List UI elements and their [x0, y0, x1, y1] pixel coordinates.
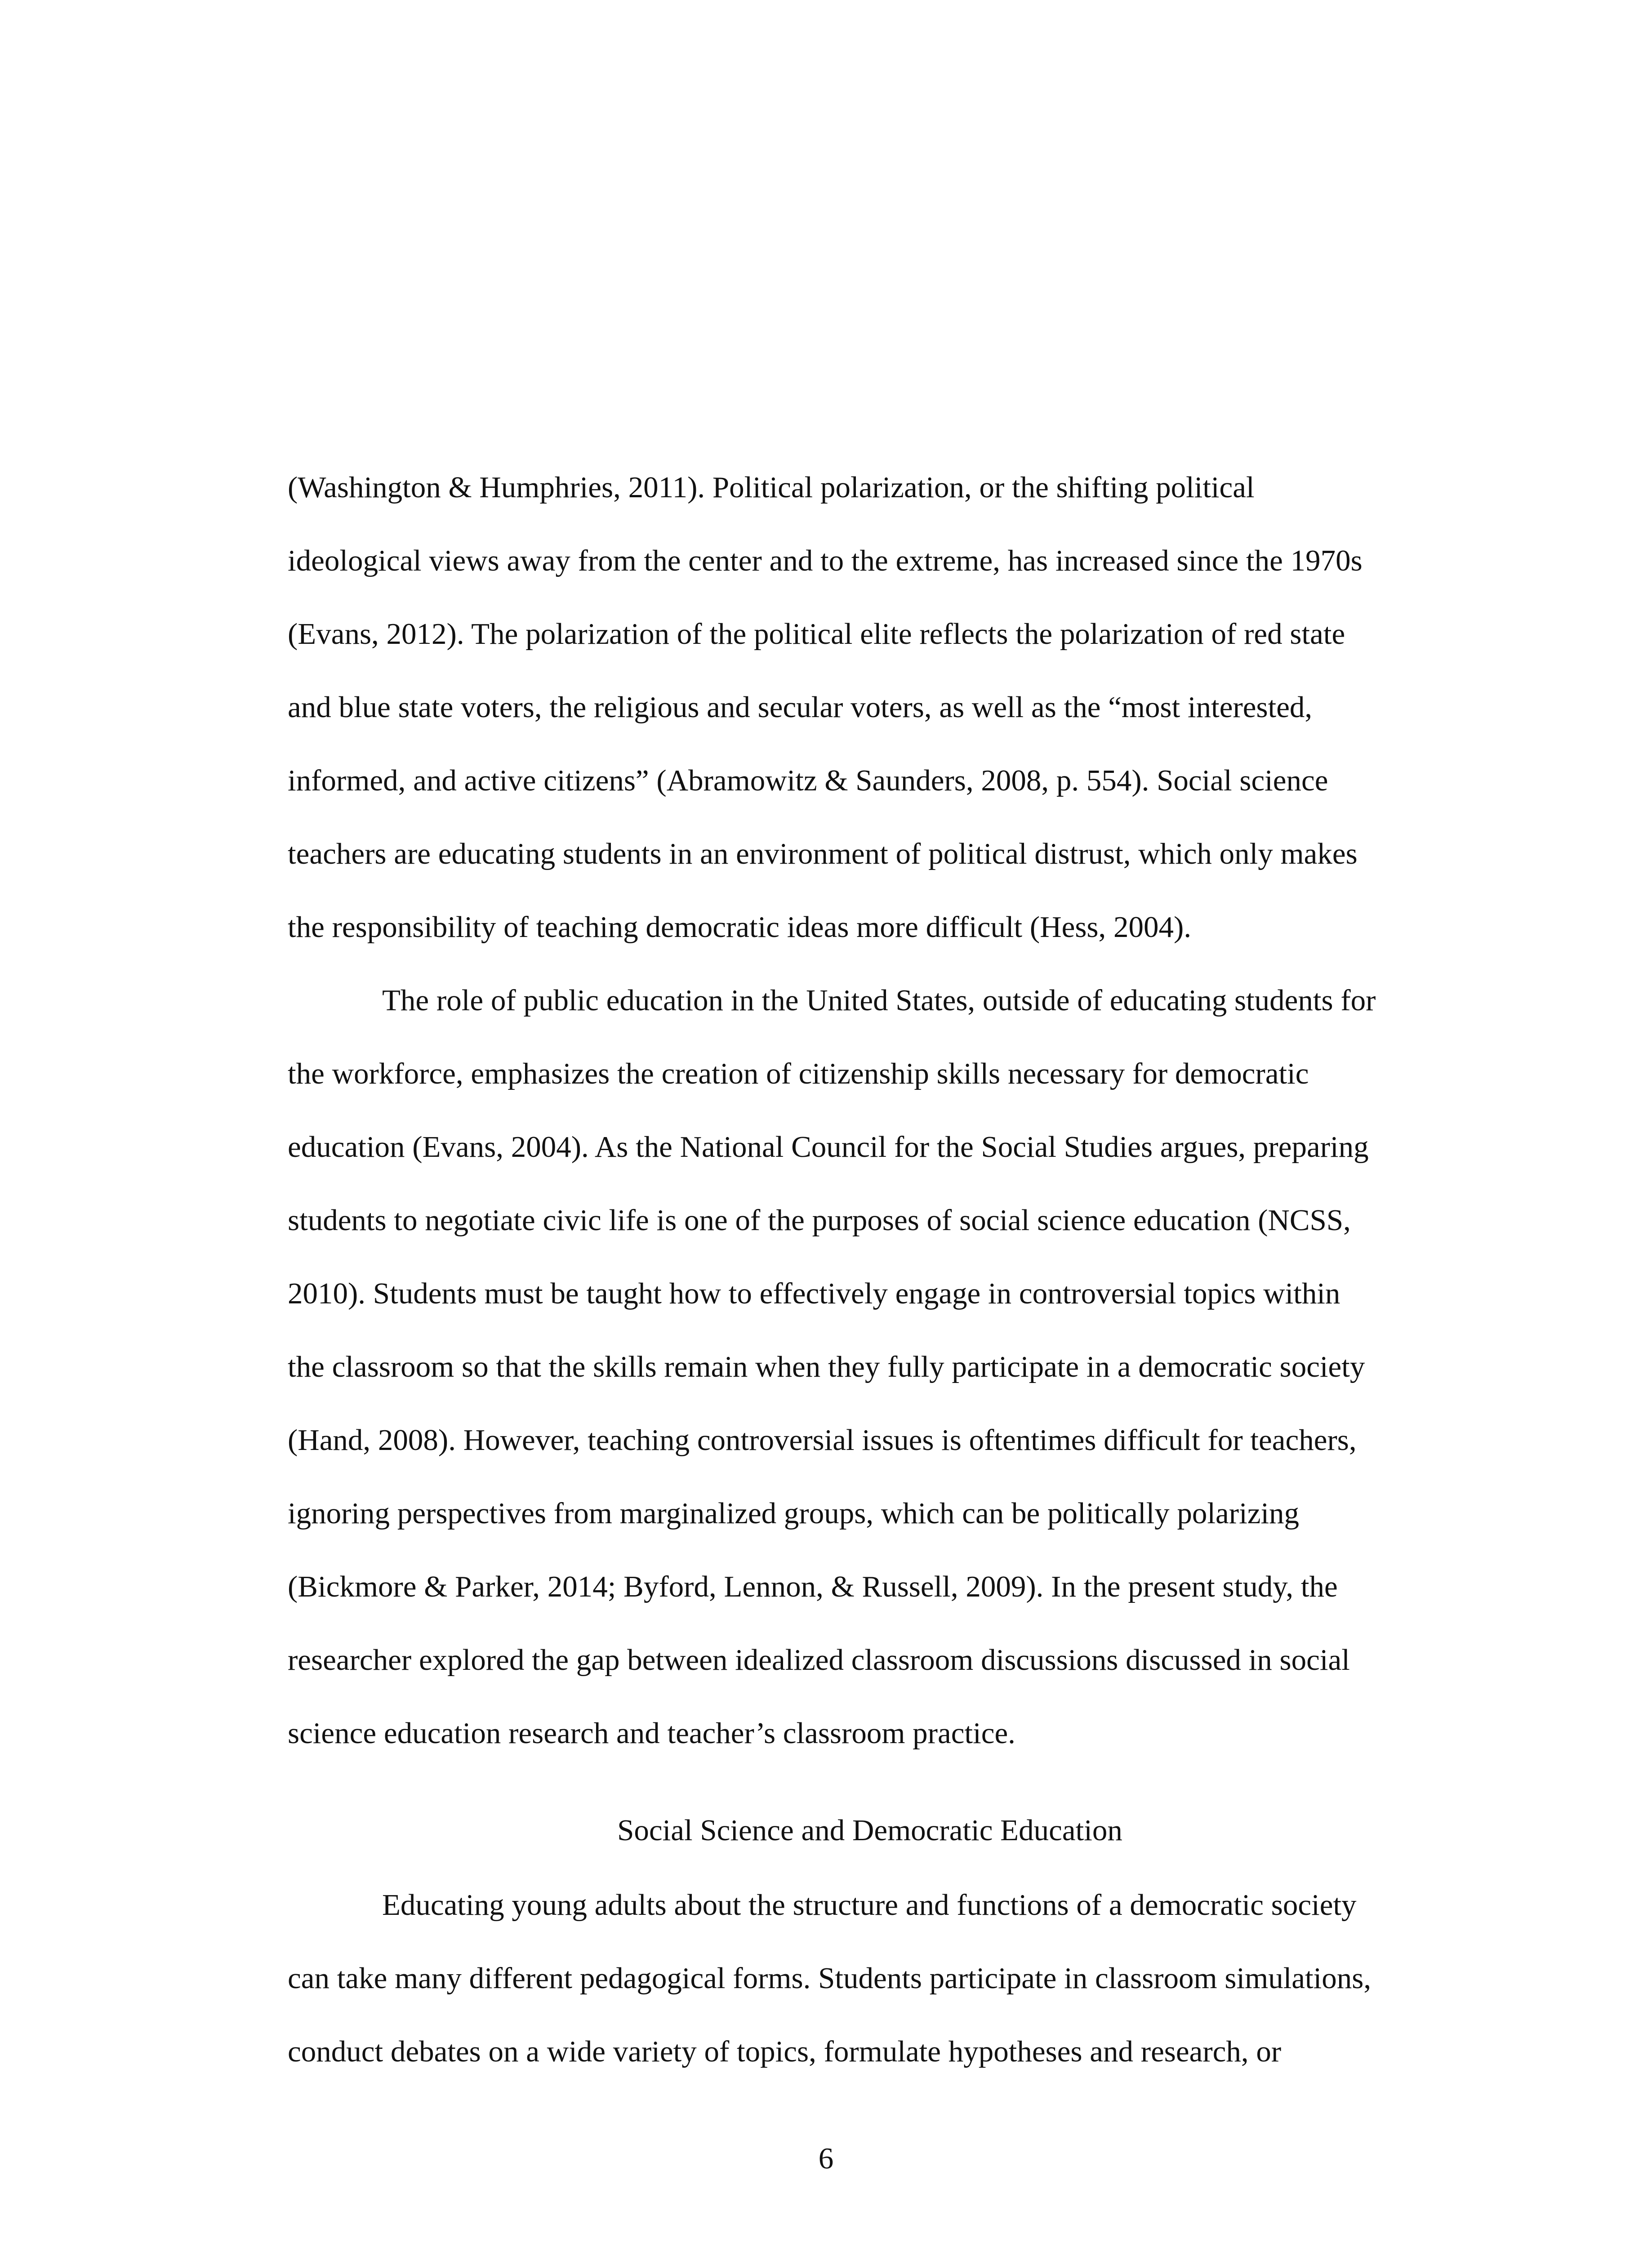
paragraph-2-line: 2010). Students must be taught how to effectively engage in controversial topics within	[288, 1277, 1340, 1310]
paragraph-1-line: and blue state voters, the religious and secular voters, as well as the “most interested,	[288, 691, 1313, 724]
paragraph-2-line: (Bickmore & Parker, 2014; Byford, Lennon, & Russell, 2009). In the present study, the	[288, 1570, 1338, 1603]
paragraph-2-line: the classroom so that the skills remain when they fully participate in a democratic society	[288, 1350, 1365, 1383]
paragraph-3-line: Educating young adults about the structure and functions of a democratic society	[382, 1888, 1357, 1922]
paragraph-2-line: (Hand, 2008). However, teaching controversial issues is oftentimes difficult for teachers,	[288, 1423, 1357, 1457]
paragraph-1-line: the responsibility of teaching democratic ideas more difficult (Hess, 2004).	[288, 910, 1192, 944]
paragraph-2-line: education (Evans, 2004). As the National Council for the Social Studies argues, preparing	[288, 1130, 1369, 1164]
paragraph-1-line: ideological views away from the center and to the extreme, has increased since the 1970s	[288, 544, 1363, 577]
body-text	[288, 451, 1452, 1770]
paragraph-1-line: (Evans, 2012). The polarization of the political elite reflects the polarization of red state	[288, 617, 1345, 651]
paragraph-1-line: teachers are educating students in an environment of political distrust, which only makes	[288, 837, 1358, 870]
paragraph-3-line: can take many different pedagogical forms. Students participate in classroom simulations,	[288, 1962, 1371, 1995]
body-text	[288, 1869, 1452, 2088]
paragraph-1-line: informed, and active citizens” (Abramowitz & Saunders, 2008, p. 554). Social science	[288, 764, 1328, 797]
paragraph-2-line: researcher explored the gap between idealized classroom discussions discussed in social	[288, 1643, 1350, 1677]
section-heading: Social Science and Democratic Education	[617, 1814, 1122, 1847]
paragraph-2-line: ignoring perspectives from marginalized groups, which can be politically polarizing	[288, 1497, 1300, 1530]
page-number: 6	[818, 2142, 834, 2175]
paragraph-2-line: The role of public education in the United States, outside of educating students for	[382, 984, 1376, 1017]
paragraph-2-line: students to negotiate civic life is one of the purposes of social science education (NCSS,	[288, 1204, 1351, 1237]
paragraph-2-line: science education research and teacher’s classroom practice.	[288, 1717, 1015, 1750]
paragraph-3-line: conduct debates on a wide variety of topics, formulate hypotheses and research, or	[288, 2035, 1282, 2068]
paragraph-2-line: the workforce, emphasizes the creation of citizenship skills necessary for democratic	[288, 1057, 1309, 1090]
paragraph-1-line: (Washington & Humphries, 2011). Political polarization, or the shifting political	[288, 471, 1255, 504]
